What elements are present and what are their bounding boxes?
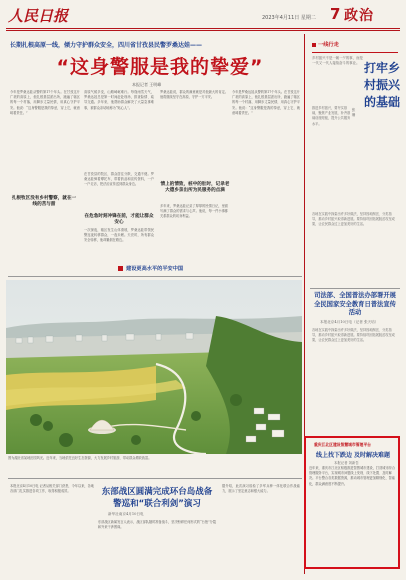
top-story-kicker[interactable]: 长期扎根高原一线，倾力守护群众安全，四川省甘孜县民警罗桑达娃—— [10, 42, 203, 49]
column-tag [312, 40, 398, 50]
column-tag-rule [312, 52, 398, 53]
issue-date: 2023年4月11日 星期二 [262, 15, 316, 21]
highlight-kicker: 重庆江北区建设智慧城市管理平台 [314, 442, 371, 447]
top-story-byline: 本报记者 王明峰 [132, 82, 162, 87]
article-text: 在甘孜县的牧区，群众居住分散，交通不便。罗桑达娃骑着摩托车，带着药品和宣传资料，一户一户走访，把法治宣传送到群众身边。 [84, 172, 154, 187]
page-number: 7 [330, 5, 341, 23]
column-banner[interactable] [118, 265, 288, 272]
section-title: 政治 [344, 8, 374, 24]
top-story-headline[interactable]: “这身警服是我的挚爱” [56, 56, 264, 78]
highlight-title[interactable]: 线上找下跌边 及时解决难题 [315, 452, 391, 459]
section-subhead-3: 情上的情致，桩中的肚时，记录老大德乡亲出所为民服务的点滴 [160, 182, 230, 193]
article-column-1 [10, 90, 80, 260]
article-text: 今年是罗桑达娃从警的第17个年头。在甘孜这片广袤的高原上，他扎根基层派出所，跑遍了辖区的每一个村落，用脚步丈量民情，用真心守护平安。他说：“这身警服是我的挚爱，穿上它，就意味着责任。” [232, 90, 300, 115]
article-column-5 [160, 90, 228, 180]
highlight-byline: 本报记者 刘新吾 [334, 461, 359, 465]
commentary-author: 张 珊 [352, 108, 356, 117]
bottom-rule [8, 478, 302, 479]
article-text: 本报北京4月10日电 记者从相关部门获悉，今年以来，各地各部门扎实推进各项工作，取得积极成效。 [10, 484, 94, 494]
story-rule [8, 276, 302, 277]
bottom-byline: 新华社南京4月10日电 [108, 512, 144, 516]
photo-illustration [6, 280, 302, 454]
article-text: 多年来，罗桑达娃记录了厚厚的民情日记，里面写满了群众的需求与心声。他说，每一件小事都关系群众的切身利益。 [160, 204, 228, 219]
section-subhead-2: 在危急时刻冲锋在前，才能让群众安心 [84, 214, 154, 225]
bottom-headline[interactable]: 东部战区圆满完成环台岛战备警巡和“联合利剑”演习 [101, 487, 213, 509]
commentary-title[interactable]: 打牢乡村振兴的基础 [364, 61, 401, 109]
article-text: 今年是罗桑达娃从警的第17个年头。在甘孜这片广袤的高原上，他扎根基层派出所，跑遍了辖区的每一个村落，用脚步丈量民情，用真心守护平安。他说：“这身警服是我的挚爱，穿上它，就意味着责任。” [10, 90, 80, 115]
right-column-rule [310, 288, 400, 289]
article-text: 高原气候多变，山路崎岖难行。每逢雨雪天气，罗桑达娃总是第一时间赶赴现场，排查险情、疏导交通。多年来，他帮助群众解决了大量急事难事，被群众亲切地称为“贴心人”。 [84, 90, 154, 110]
masthead-logo[interactable]: 人民日报 [8, 7, 69, 25]
article-column-6 [160, 204, 228, 262]
highlight-body: 近年来，重庆市江北区积极推进智慧城市建设，打造城市综合管理服务平台，实现城市问题线上发现、线下处置、及时解决。平台整合各类数据资源，推动城市管理更加精细化、智能化，群众满意度不断提升。 [309, 466, 396, 486]
law-article-body: 各地在实践中探索出许多好做法，坚持因地制宜、分类指导，推动乡村振兴取得新进展。要持续巩固拓展脱贫攻坚成果，让农民群众过上更加美好的生活。 [312, 328, 395, 343]
article-text: 东部战区新闻发言人表示，战区部队随时准备战斗，坚决粉碎任何形式的“台独”分裂和外来干涉图谋。 [98, 520, 216, 530]
tag-square-icon [312, 43, 316, 47]
commentary-body-2: 各地在实践中探索出许多好做法，坚持因地制宜、分类指导，推动乡村振兴取得新进展。要持续巩固拓展脱贫攻坚成果，让农民群众过上更加美好的生活。 [312, 212, 395, 227]
banner-mark-icon [118, 266, 123, 271]
bottom-mid-column [98, 520, 216, 574]
law-article-headline[interactable]: 司法部、全国普法办部署开展全民国家安全教育日普法宣传活动 [314, 292, 396, 316]
article-column-2 [84, 90, 154, 170]
column-tag-label: 一线行走 [318, 42, 339, 48]
article-text: 一次深夜，辖区发生山体滑坡，罗桑达娃带领民警连夜转移群众，一夜未眠。天亮时，所有群众安全转移，他却累倒在路边。 [84, 228, 154, 243]
bottom-right-column [222, 484, 300, 574]
landscape-photo[interactable] [6, 280, 302, 454]
header-rule-thin [6, 30, 400, 31]
column-intro: 乡村振兴不是一朝一夕的事，而是一代又一代人接续奋斗的事业。 [312, 56, 363, 66]
photo-caption: 图为湖北省某地田园风光。近年来，当地依托良好生态资源，大力发展乡村旅游，带动群众增收致富。 [8, 456, 152, 460]
article-column-7 [232, 90, 300, 262]
section-subhead-1: 扎根牧区没有乡村警察，就在一线的苦与甜 [11, 196, 77, 207]
highlighted-article[interactable] [304, 436, 400, 569]
article-column-4 [84, 228, 154, 262]
law-article-byline: 本报北京4月10日电（记者 张天培） [320, 320, 379, 324]
article-text: 据介绍，此次演习检验了多军兵种一体化联合作战能力，展示了坚定意志和强大能力。 [222, 484, 300, 494]
article-text: 罗桑达娃说，群众的满意就是对他最大的肯定。他将继续坚守在高原，守护一方平安。 [160, 90, 228, 100]
header-rule [6, 28, 400, 29]
banner-label: 建设更高水平的平安中国 [126, 266, 184, 272]
article-column-3 [84, 172, 154, 212]
commentary-body: 推进乡村振兴，要夯实基础，聚焦产业发展，补齐基础设施短板，提升公共服务水平。 [312, 106, 351, 126]
bottom-left-column [10, 484, 94, 574]
